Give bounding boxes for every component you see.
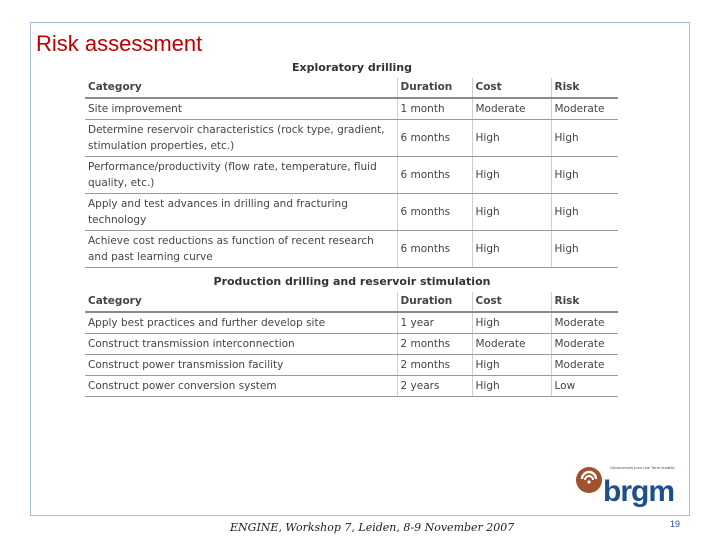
brgm-logo [574,462,686,512]
cost-cell: High [472,355,551,376]
table-row [85,157,618,194]
header-cost: Cost [472,292,551,312]
category-cell: Achieve cost reductions as function of recent research and past learning curve [85,231,397,268]
duration-cell: 1 year [397,312,472,334]
risk-cell: High [551,120,618,157]
table-header-row [85,78,618,98]
duration-cell: 2 months [397,334,472,355]
risk-cell: High [551,231,618,268]
duration-cell: 2 years [397,376,472,397]
duration-cell: 6 months [397,157,472,194]
cost-cell: Moderate [472,334,551,355]
category-cell: Apply best practices and further develop site [85,312,397,334]
duration-cell: 6 months [397,120,472,157]
category-cell: Construct power transmission facility [85,355,397,376]
cost-cell: High [472,376,551,397]
cost-cell: High [472,312,551,334]
category-cell: Performance/productivity (flow rate, temperature, fluid quality, etc.) [85,157,397,194]
footer-text: ENGINE, Workshop 7, Leiden, 8-9 November 2007 [230,521,515,534]
duration-cell: 6 months [397,194,472,231]
page-number: 19 [670,519,681,529]
brgm-logo-icon [575,466,603,494]
table-header-row [85,292,618,312]
header-duration: Duration [397,292,472,312]
production-table [85,292,618,397]
category-cell: Site improvement [85,98,397,120]
exploratory-section-title: Exploratory drilling [292,61,412,74]
header-category: Category [85,78,397,98]
table-row [85,98,618,120]
cost-cell: High [472,231,551,268]
exploratory-table [85,78,618,268]
category-cell: Determine reservoir characteristics (rock type, gradient, stimulation properties, etc.) [85,120,397,157]
duration-cell: 2 months [397,355,472,376]
category-cell: Construct transmission interconnection [85,334,397,355]
logo-wordmark: brgm [603,475,674,508]
risk-cell: Moderate [551,355,618,376]
table-row [85,194,618,231]
category-cell: Apply and test advances in drilling and fracturing technology [85,194,397,231]
cost-cell: High [472,157,551,194]
logo-tagline: Géosciences pour une Terre durable [610,465,675,470]
cost-cell: High [472,194,551,231]
table-row [85,312,618,334]
table-row [85,231,618,268]
cost-cell: High [472,120,551,157]
category-cell: Construct power conversion system [85,376,397,397]
header-cost: Cost [472,78,551,98]
duration-cell: 6 months [397,231,472,268]
risk-cell: Moderate [551,98,618,120]
header-risk: Risk [551,292,618,312]
cost-cell: Moderate [472,98,551,120]
production-section-title: Production drilling and reservoir stimulation [213,275,491,288]
slide-title: Risk assessment [36,31,203,56]
header-category: Category [85,292,397,312]
risk-cell: High [551,157,618,194]
risk-cell: Low [551,376,618,397]
table-row [85,376,618,397]
risk-cell: High [551,194,618,231]
duration-cell: 1 month [397,98,472,120]
table-row [85,355,618,376]
table-row [85,120,618,157]
risk-cell: Moderate [551,334,618,355]
header-risk: Risk [551,78,618,98]
table-row [85,334,618,355]
risk-cell: Moderate [551,312,618,334]
header-duration: Duration [397,78,472,98]
